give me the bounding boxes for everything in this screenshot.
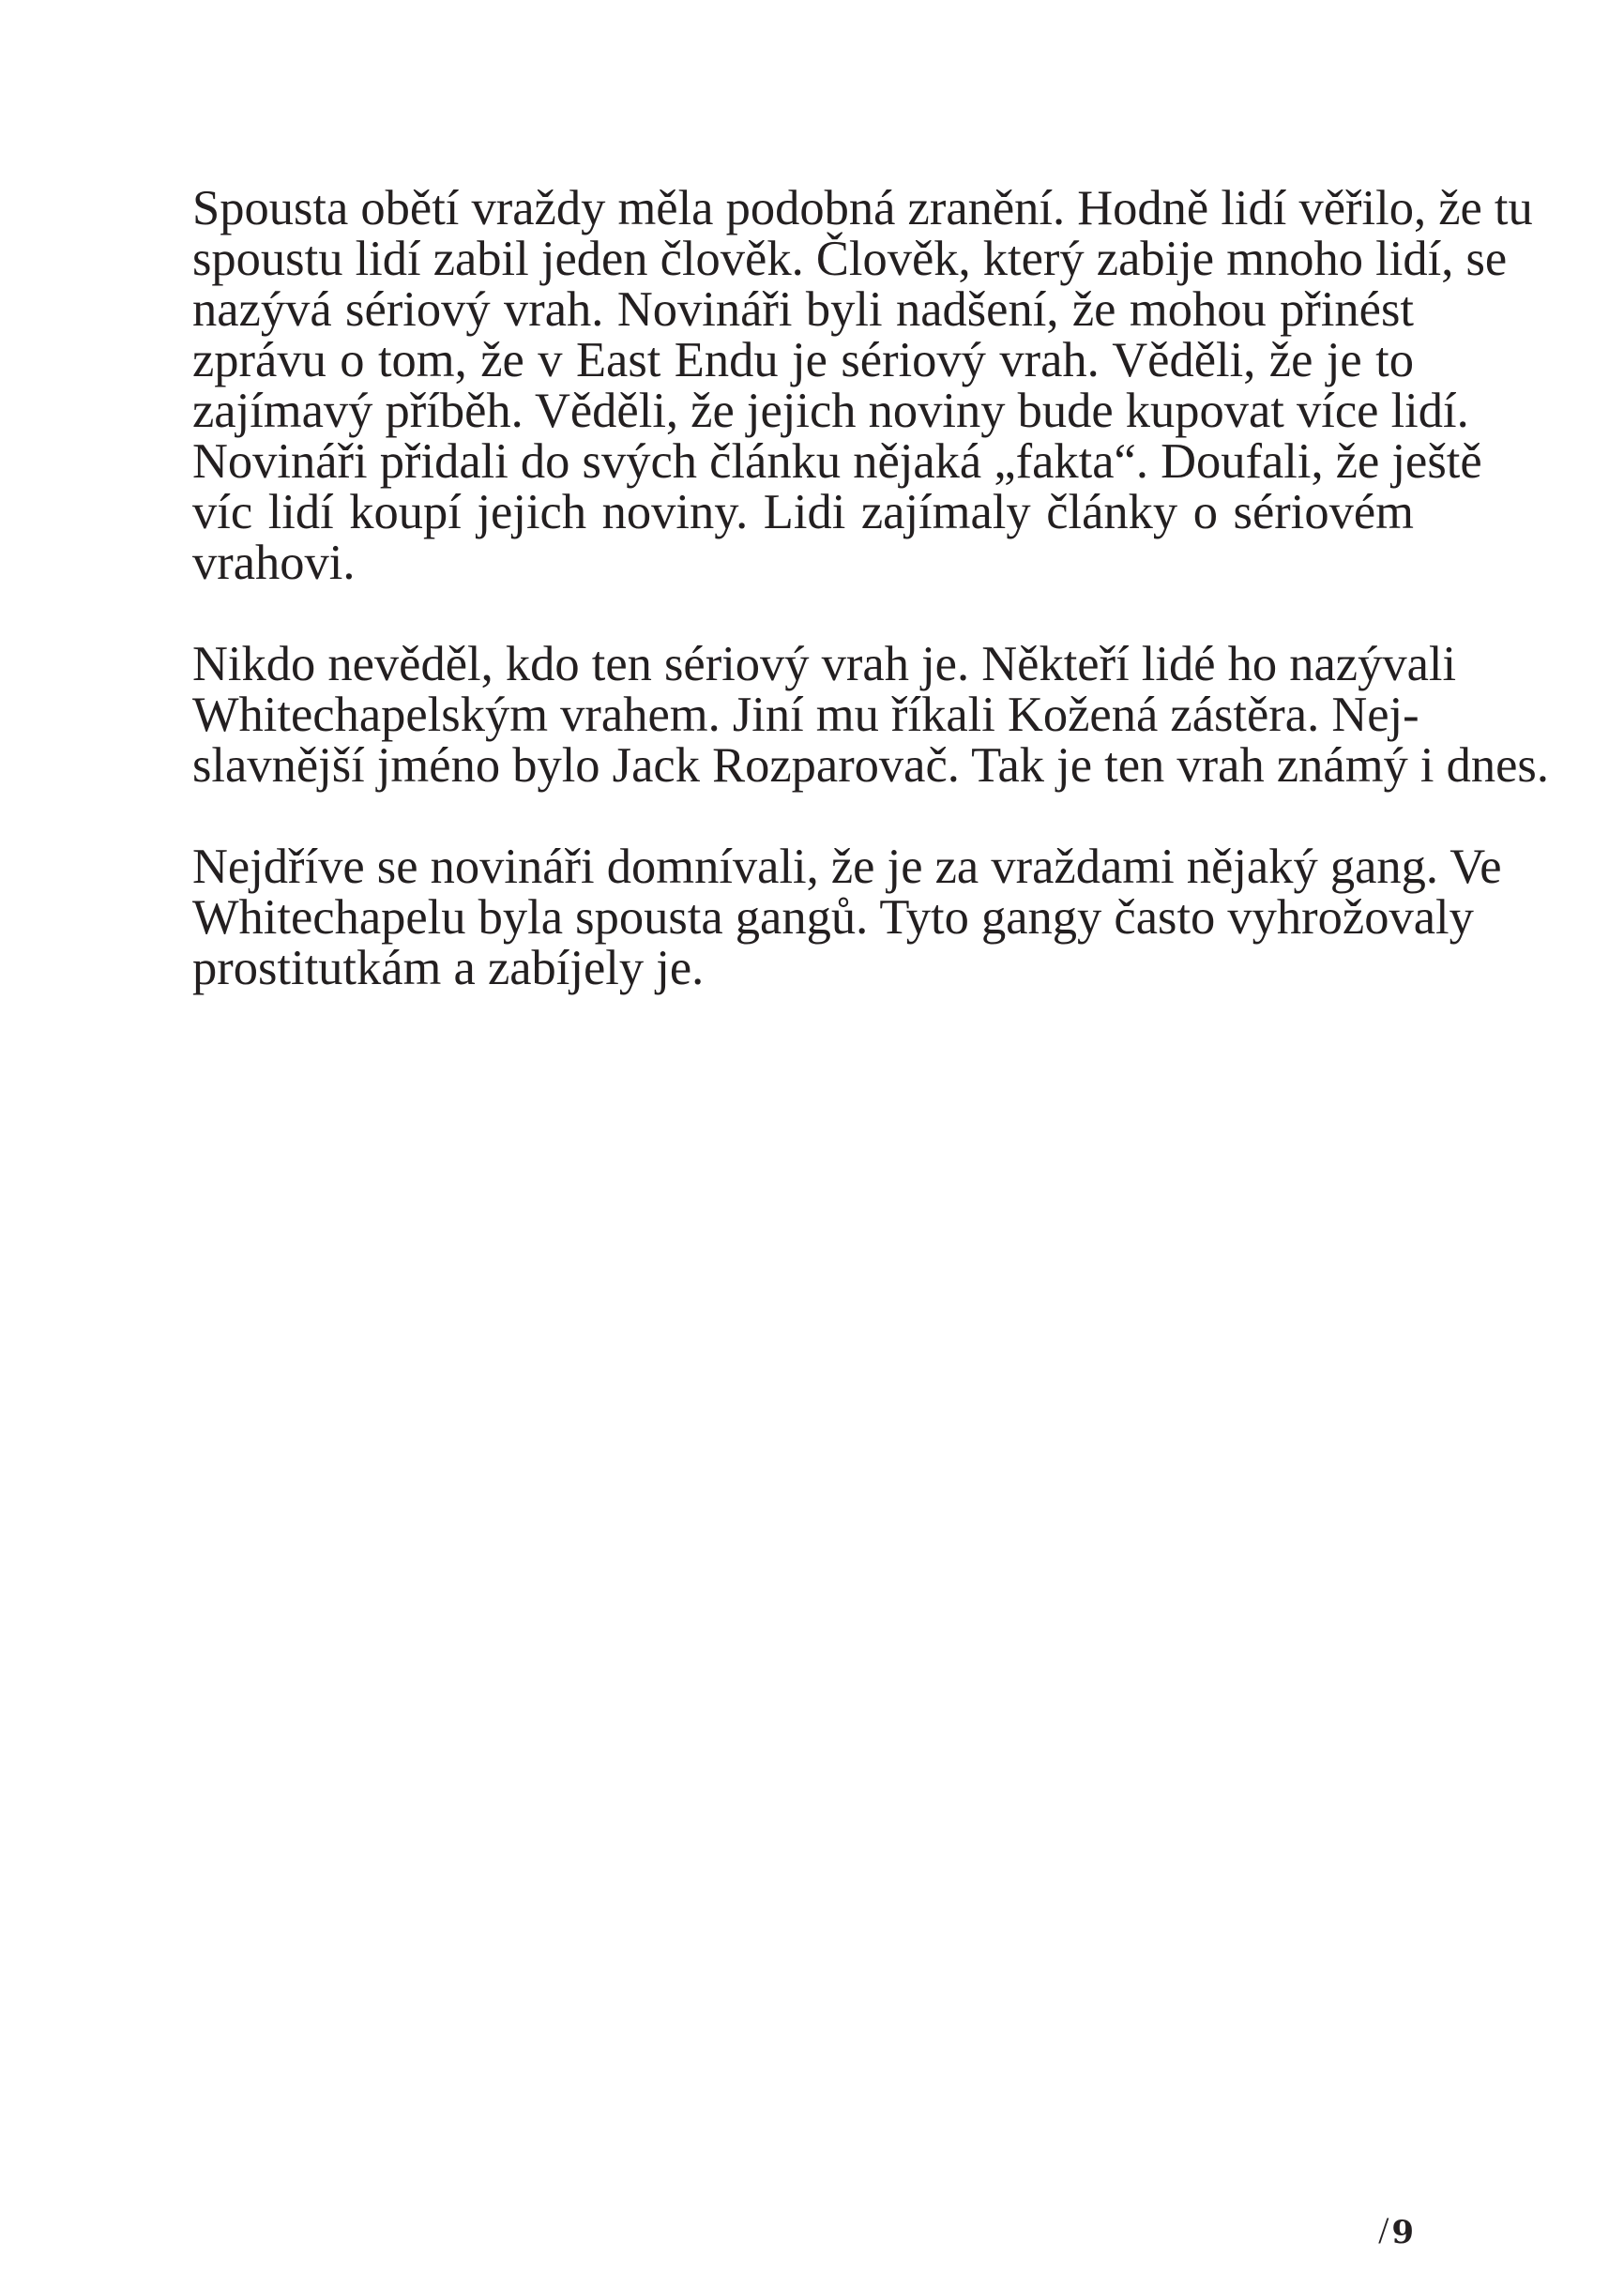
body-text <box>192 181 1549 995</box>
text-line: Nikdo nevěděl, kdo ten sériový vrah je. Někteří lidé ho nazývali <box>192 637 1457 691</box>
paragraph-3 <box>192 840 1502 995</box>
text-line: spoustu lidí zabil jeden člověk. Člověk, který zabije mnoho lidí, se <box>192 232 1508 286</box>
text-line: slavnější jméno bylo Jack Rozparovač. Tak je ten vrah známý i dnes. <box>192 738 1549 793</box>
text-line: Whitechapelu byla spousta gangů. Tyto gangy často vyhrožovaly <box>192 890 1474 945</box>
text-line: zajímavý příběh. Věděli, že jejich noviny bude kupovat více lidí. <box>192 384 1469 438</box>
page-number <box>1378 2209 1414 2251</box>
text-line: vrahovi. <box>192 536 356 590</box>
page-number-value: 9 <box>1391 2214 1414 2251</box>
text-line: víc lidí koupí jejich noviny. Lidi zajímaly články o sériovém <box>192 485 1414 539</box>
text-line: Spousta obětí vraždy měla podobná zranění. Hodně lidí věřilo, že tu <box>192 181 1533 235</box>
text-line: zprávu o tom, že v East Endu je sériový vrah. Věděli, že je to <box>192 333 1414 387</box>
text-line: Whitechapelským vrahem. Jiní mu říkali Kožená zástěra. Nej- <box>192 688 1419 742</box>
paragraph-1 <box>192 181 1533 590</box>
paragraph-2 <box>192 637 1549 793</box>
text-line: Nejdříve se novináři domnívali, že je za vraždami nějaký gang. Ve <box>192 840 1502 894</box>
text-line: Novináři přidali do svých článku nějaká „fakta“. Doufali, že ještě <box>192 434 1482 489</box>
text-line: prostitutkám a zabíjely je. <box>192 941 705 995</box>
text-line: nazývá sériový vrah. Novináři byli nadšení, že mohou přinést <box>192 282 1414 337</box>
page-number-slash: / <box>1378 2209 1389 2251</box>
